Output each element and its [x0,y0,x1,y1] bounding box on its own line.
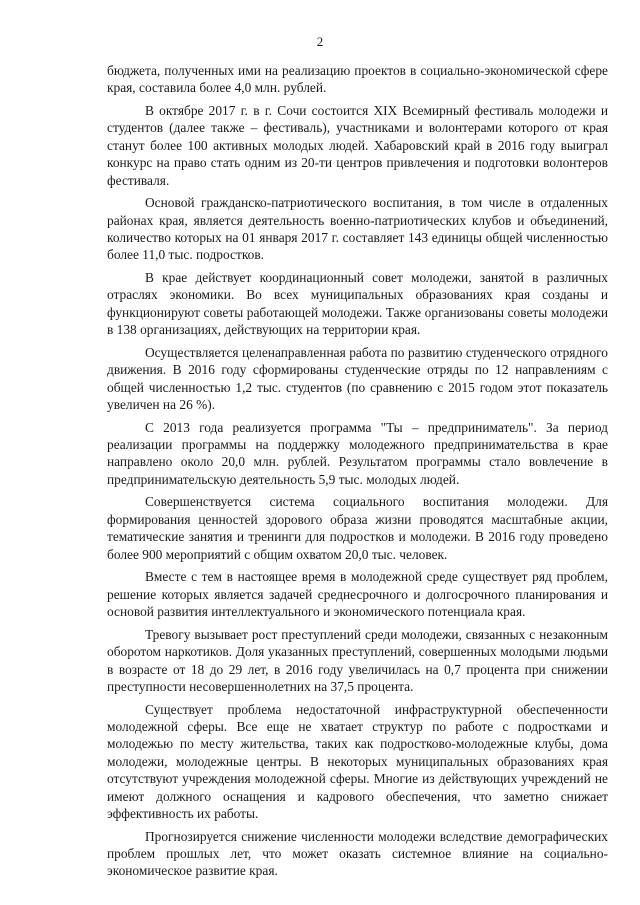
paragraph-coordination-council: В крае действует координационный совет молодежи, занятой в различных отраслях экономики. Во всех муниципальных образованиях края созданы и функционируют советы работающей молодежи. Также организованы советы молодежи в 138 организациях, действующих на территории края. [107,270,608,338]
paragraph-social-education: Совершенствуется система социального воспитания молодежи. Для формирования ценностей здорового образа жизни проводятся масштабные акции, тематические занятия и тренинги для подростков и молодежи. В 2016 году проведено более 900 мероприятий с общим охватом 20,0 тыс. человек. [107,494,608,562]
paragraph-problems: Вместе с тем в настоящее время в молодежной среде существует ряд проблем, решение которых является задачей среднесрочного и долгосрочного планирования и основой развития интеллектуального и экономического потенциала края. [107,569,608,620]
document-body [107,62,608,885]
paragraph-patriotic-education: Основой гражданско-патриотического воспитания, в том числе в отдаленных районах края, является деятельность военно-патриотических клубов и объединений, количество которых на 01 января 2017 г. составляет 143 единицы общей численностью более 11,0 тыс. подростков. [107,195,608,263]
paragraph-student-teams: Осуществляется целенаправленная работа по развитию студенческого отрядного движения. В 2016 году сформированы студенческие отряды по 12 направлениям с общей численностью 1,2 тыс. студентов (по сравнению с 2015 годом этот показатель увеличен на 26 %). [107,344,608,413]
paragraph-crime: Тревогу вызывает рост преступлений среди молодежи, связанных с незаконным оборотом наркотиков. Доля указанных преступлений, совершенных молодыми людьми в возрасте от 18 до 29 лет, в 2016 году увеличилась на 0,7 процента при снижении преступности несовершеннолетних на 37,5 процента. [107,626,608,694]
paragraph-infrastructure: Существует проблема недостаточной инфраструктурной обеспеченности молодежной сферы. Все еще не хватает структур по работе с подростками и молодежью по месту жительства, таких как подростково-молодежные клубы, дома молодежи, молодежные центры. В некоторых муниципальных образованиях края отсутствуют учреждения молодежной сферы. Многие из действующих учреждений не имеют должного оснащения и кадрового обеспечения, что заметно снижает эффективность их работы. [107,701,608,821]
paragraph-demographics: Прогнозируется снижение численности молодежи вследствие демографических проблем прошлых лет, что может оказать системное влияние на социально-экономическое развитие края. [107,828,608,879]
page-number: 2 [316,34,324,49]
paragraph-continuation: бюджета, полученных ими на реализацию проектов в социально-экономической сфере края, составила более 4,0 млн. рублей. [107,63,608,96]
paragraph-youth-festival: В октябре 2017 г. в г. Сочи состоится XIX Всемирный фестиваль молодежи и студентов (далее также – фестиваль), участниками и волонтерами которого от края станут более 100 активных молодых людей. Хабаровский край в 2016 году выиграл конкурс на право стать одним из 20-ти центров привлечения и подготовки волонтеров фестиваля. [107,103,608,188]
paragraph-entrepreneur-program: С 2013 года реализуется программа "Ты – предприниматель". За период реализации программы на поддержку молодежного предпринимательства в крае направлено около 20,0 млн. рублей. Результатом программы стало вовлечение в предпринимательскую деятельность 5,9 тыс. молодых людей. [107,419,608,487]
